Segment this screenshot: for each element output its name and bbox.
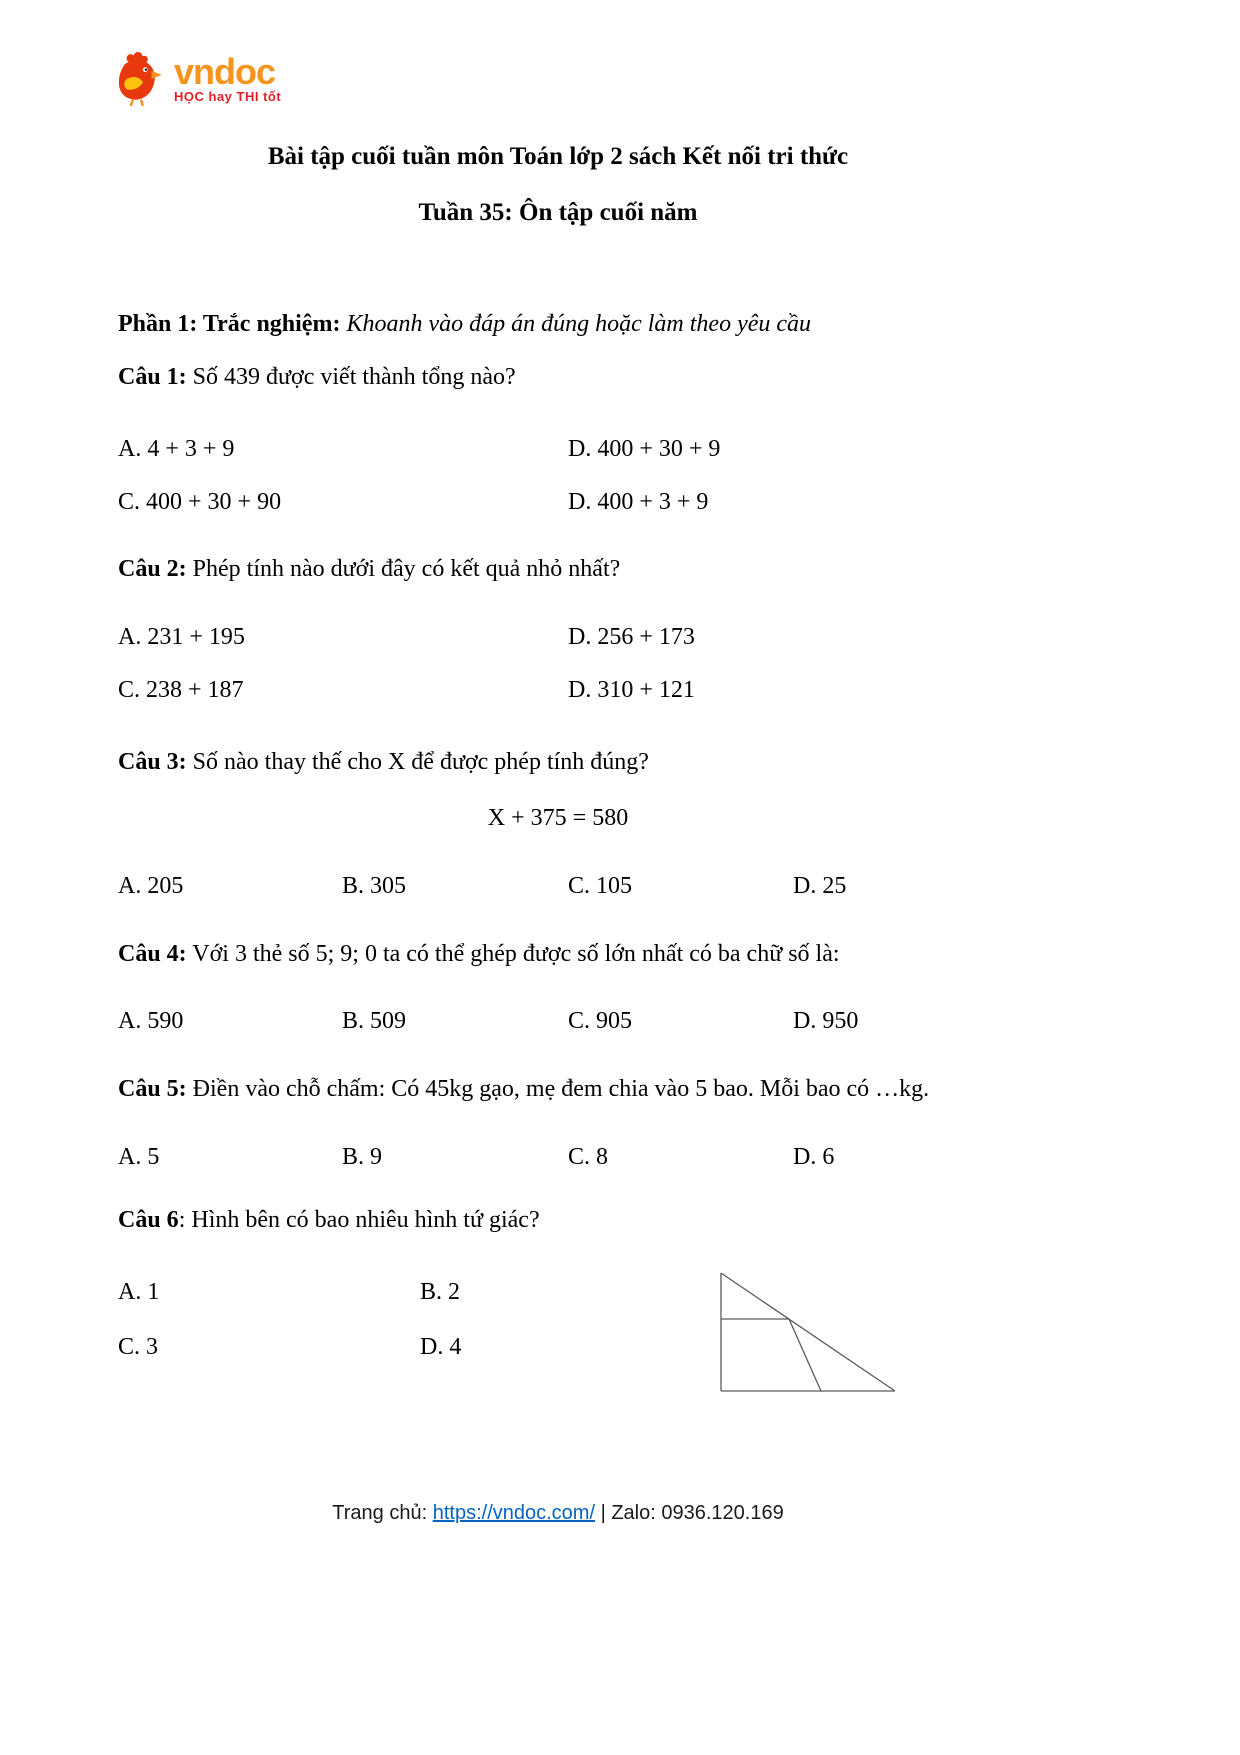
question-3-options [118,870,998,903]
option-a: A. 590 [118,1008,184,1034]
option-b: B. 9 [342,1144,383,1170]
question-6-options [118,1276,660,1364]
logo-brand-text: vndoc [174,50,276,92]
question-4-text: Với 3 thẻ số 5; 9; 0 ta có thể ghép được số lớn nhất có ba chữ số là: [192,941,840,967]
footer-zalo-text: | Zalo: 0936.120.169 [595,1502,784,1524]
option-c: C. 3 [118,1334,159,1360]
option-b: D. 400 + 30 + 9 [568,436,721,462]
option-c: C. 905 [568,1008,633,1034]
option-a: A. 1 [118,1279,160,1305]
homepage-link[interactable]: https://vndoc.com/ [432,1502,596,1524]
footer-prefix: Trang chủ: [332,1502,433,1524]
question-6-text: : Hình bên có bao nhiêu hình tứ giác? [178,1207,540,1233]
option-a: A. 231 + 195 [118,624,245,650]
question-5 [118,1073,998,1106]
question-1 [118,361,998,394]
logo-tagline-text: HỌC hay THI tốt [174,88,282,104]
document-subtitle: Tuần 35: Ôn tập cuối năm [418,199,698,226]
option-b: B. 509 [342,1008,407,1034]
question-2-text: Phép tính nào dưới đây có kết quả nhỏ nhất? [192,556,621,582]
question-3-equation: X + 375 = 580 [487,805,629,831]
question-4-label: Câu 4: [118,941,187,967]
option-c: C. 105 [568,873,633,899]
question-3-label: Câu 3: [118,749,187,775]
question-5-options [118,1141,998,1174]
option-d: D. 310 + 121 [568,677,695,703]
quadrilateral-count-figure [720,1272,896,1399]
option-d: D. 4 [420,1334,462,1360]
option-a: A. 5 [118,1144,160,1170]
chicken-mascot-icon [110,50,166,108]
option-a: A. 205 [118,873,184,899]
question-6-label: Câu 6 [118,1207,179,1233]
option-c: C. 8 [568,1144,609,1170]
option-d: D. 400 + 3 + 9 [568,489,709,515]
question-2-options [118,621,998,707]
question-3-text: Số nào thay thế cho X để được phép tính đúng? [192,749,649,775]
question-4 [118,938,998,971]
question-2-label: Câu 2: [118,556,187,582]
option-d: D. 950 [793,1008,859,1034]
question-1-label: Câu 1: [118,364,187,390]
question-6 [118,1204,998,1237]
question-4-options [118,1005,998,1038]
question-5-label: Câu 5: [118,1076,187,1102]
section-label: Phần 1: Trắc nghiệm: [118,311,341,337]
option-c: C. 400 + 30 + 90 [118,489,282,515]
question-2 [118,553,998,586]
question-1-options [118,433,998,519]
section-instruction: Khoanh vào đáp án đúng hoặc làm theo yêu cầu [346,311,812,337]
question-3 [118,746,998,779]
page-footer [118,1502,998,1525]
option-d: D. 6 [793,1144,835,1170]
question-1-text: Số 439 được viết thành tổng nào? [192,364,516,390]
option-b: D. 256 + 173 [568,624,695,650]
vndoc-logo [110,50,281,108]
document-title: Bài tập cuối tuần môn Toán lớp 2 sách Kết nối tri thức [267,143,849,170]
option-b: B. 2 [420,1279,461,1305]
question-5-text: Điền vào chỗ chấm: Có 45kg gạo, mẹ đem chia vào 5 bao. Mỗi bao có …kg. [192,1076,930,1102]
option-b: B. 305 [342,873,407,899]
option-a: A. 4 + 3 + 9 [118,436,235,462]
option-c: C. 238 + 187 [118,677,244,703]
section-heading [118,308,998,341]
option-d: D. 25 [793,873,847,899]
question-6-block [118,1204,998,1364]
